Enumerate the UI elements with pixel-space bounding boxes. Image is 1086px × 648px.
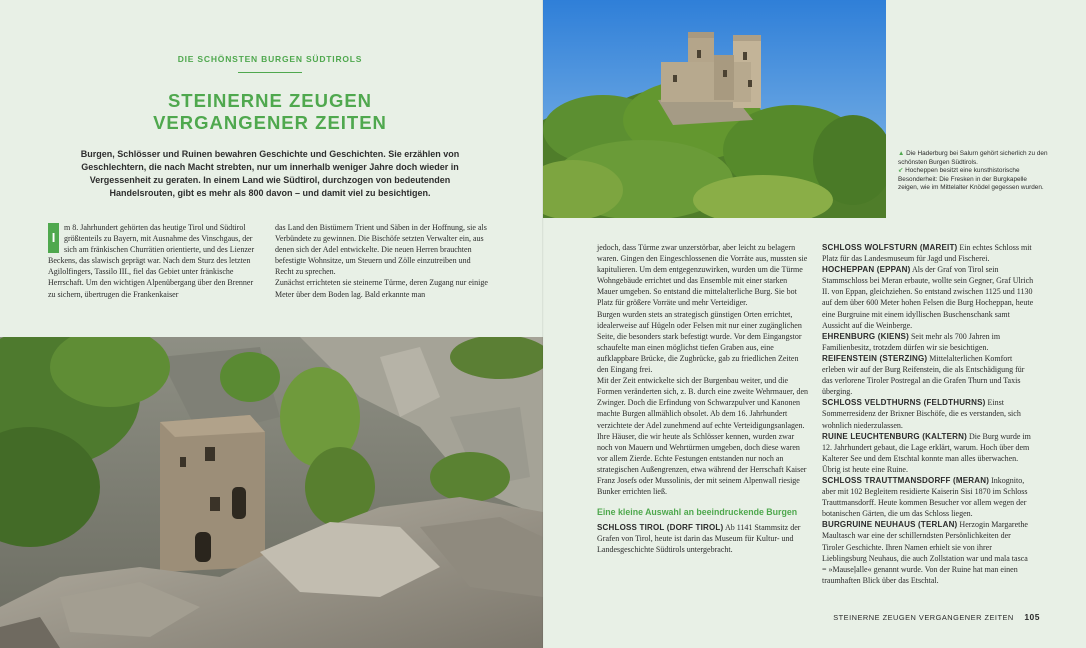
castle-entry: [822, 331, 1034, 353]
castle-name: EHRENBURG (KIENS): [822, 331, 909, 341]
headline-line-1: STEINERNE ZEUGEN: [167, 90, 373, 111]
castle-description: Ein echtes Schloss mit Platz für das Landesmuseum für Jagd und Fischerei.: [822, 243, 1032, 264]
photo-caption: [898, 150, 1048, 193]
castle-entry: [822, 242, 1034, 264]
castle-photo: [543, 0, 886, 218]
caption-line-2: Hocheppen besitzt eine kunsthistorische Besonderheit: Die Fresken in der Burgkapelle zeigen, wie im Mittelalter Knödel gegessen wurden.: [898, 167, 1044, 192]
ruin-photo: [0, 337, 543, 648]
page-footer: [760, 612, 1040, 622]
caption-arrow-icon: ▲: [898, 150, 905, 157]
castle-name: SCHLOSS TIROL (DORF TIROL): [597, 523, 724, 533]
kicker-rule: [238, 72, 302, 73]
castle-description: Inkognito, aber mit 102 Begleitern residierte Kaiserin Sisi 1870 im Schloss Trauttmansdorff. Heute kommen Besucher vor allem wegen der botanischen Gärten, die um das Schloss liegen.: [822, 475, 1028, 519]
column-3-paragraph-1: jedoch, dass Türme zwar unzerstörbar, aber leicht zu belagern waren. Gingen den Eingeschlossenen die Vorräte aus, mussten sie kapitulieren. Um dem entgegenzuwirken, wurden um die Türme Wohngebäude errichtet und das Ensemble mit einer starken Mauer umgeben. So entstand die mittelalterliche Burg. Sie bot Platz für größere Vorräte und mehr Verteidiger.: [597, 243, 808, 308]
body-column-1: [48, 222, 262, 300]
castle-description: Herzogin Margarethe Maultasch war eine der schillerndsten Persönlichkeiten der Tiroler Geschichte. Ihren Namen erhielt sie von ihrer Lieblingsburg Neuhaus, die auch Zollstation war und mala tasca = »Mauseļalle« genannt wurde. Von der Ruine hat man einen traumhaften Blick über das Etschtal.: [822, 520, 1028, 585]
castle-name: HOCHEPPAN (EPPAN): [822, 265, 911, 275]
castle-entry: [822, 519, 1034, 586]
castle-description: Die Burg wurde im 12. Jahrhundert gebaut, die Lage erklärt, warum. Hoch über dem Kalterer See und dem Etschtal konnte man alles überwachen. Übrig ist heute eine Ruine.: [822, 431, 1031, 474]
castle-name: BURGRUINE NEUHAUS (TERLAN): [822, 520, 958, 530]
castle-description: Seit mehr als 700 Jahren im Familienbesitz, trotzdem dürfen wir sie besichtigen.: [822, 331, 1001, 352]
column-2-paragraph-2: Zunächst errichteten sie steinerne Türme, deren Zugang nur einige Meter über dem Boden lag. Bald erkannte man: [275, 278, 488, 299]
castle-entry: [822, 475, 1034, 519]
section-kicker: DIE SCHÖNSTEN BURGEN SÜDTIROLS: [177, 54, 363, 64]
lead-paragraph: Burgen, Schlösser und Ruinen bewahren Geschichte und Geschichten. Sie erzählen von Geschlechtern, die nach Macht strebten, nur um innerhalb weniger Jahre doch wieder in Vergessenheit zu geraten. In einem Land wie Südtirol, durchzogen von bedeutenden Handelsrouten, gibt es mehr als 800 davon – und damit viel zu besichtigen.: [80, 149, 460, 198]
caption-arrow-icon-2: ↙: [898, 167, 904, 175]
caption-line-1: Die Haderburg bei Salurn gehört sicherlich zu den schönsten Burgen Südtirols.: [898, 150, 1048, 166]
page-gutter: [542, 0, 544, 648]
castle-name: RUINE LEUCHTENBURG (KALTERN): [822, 431, 967, 441]
castle-entry: [822, 431, 1034, 475]
castle-description: Ab 1141 Stammsitz der Grafen von Tirol, heute ist darin das Museum für Kultur- und Landesgeschichte Südtirols untergebracht.: [597, 523, 801, 555]
castle-name: SCHLOSS WOLFSTURN (MAREIT): [822, 243, 958, 252]
castle-entry: [822, 397, 1034, 430]
castles-subhead: Eine kleine Auswahl an beeindruckende Burgen: [597, 507, 798, 518]
column-2-paragraph-1: das Land den Bistümern Trient und Säben in der Hoffnung, sie als Verbündete zu gewinnen. Die Bischöfe setzten Verwalter ein, aus denen sich der Adel entwickelte. Die neuen Herren brauchten befestigte Wohnsitze, um Steuern und Zölle einzutreiben und Recht zu sprechen.: [275, 223, 487, 277]
page-headline: [110, 90, 430, 134]
body-column-3: [597, 242, 809, 556]
body-column-4: [822, 242, 1034, 586]
castle-description: Als der Graf von Tirol sein Stammschloss bei Meran erbaute, wollte sein Gegner, Graf Ulrich II. von Eppan, gleichziehen. So entstand zwischen 1125 und 1130 auf dem über 600 Meter hohen Felsen die Burg Hocheppan, heute eine Burgruine mit einem idyllischen Buschenschank samt Aussicht auf die Weinberge.: [822, 265, 1034, 330]
headline-line-2: VERGANGENER ZEITEN: [153, 112, 387, 133]
running-title: STEINERNE ZEUGEN VERGANGENER ZEITEN: [833, 613, 1014, 622]
castle-name: SCHLOSS TRAUTTMANSDORFF (MERAN): [822, 475, 990, 485]
page-number: 105: [1024, 612, 1040, 622]
castle-name: SCHLOSS VELDTHURNS (FELDTHURNS): [822, 398, 986, 408]
castle-entry: [822, 264, 1034, 331]
column-3-paragraph-3: Mit der Zeit entwickelte sich der Burgenbau weiter, und die Formen veränderten sich, z. B. durch eine zweite Wehrmauer, den Zwinger. Doch die Erfindung von Schwarzpulver und Kanonen machte Burgen allmählich obsolet. Ab dem 16. Jahrhundert verzichtete der Adel zunehmend auf echte Verteidigungsanlagen. Ihre Häuser, die wir heute als Schlösser kennen, wurden zwar noch von Mauern und Wehrtürmen umgeben, doch diese waren vor allem Zierde. Echte Festungen entstanden nur noch an strategischen Außengrenzen, etwa während der Herrschaft Kaiser Franz Josefs oder Mussolinis, der mit seinem Alpenwall riesige Bunker errichten ließ.: [597, 376, 809, 497]
castle-name: REIFENSTEIN (STERZING): [822, 353, 928, 363]
drop-cap: I: [48, 223, 59, 253]
castle-entry: [597, 522, 809, 555]
column-3-paragraph-2: Burgen wurden stets an strategisch günstigen Orten errichtet, idealerweise auf Hügeln oder Felsen mit nur einer zugänglichen Seite, die besonders stark befestigt wurde. Vor dem Eingangstor schaufelte man einen möglichst tiefen Graben aus, eine aufklappbare Brücke, die Zugbrücke, gab zu friedlichen Zeiten den Eingang frei.: [597, 309, 802, 375]
column-1-text: m 8. Jahrhundert gehörten das heutige Tirol und Südtirol größtenteils zu Bayern, mit Ausnahme des Vinschgaus, der sich am fränkischen Churrätien orientierte, und des Lienzer Beckens, das slawisch geprägt war. Nach dem Sturz des letzten Agilolfingers, Tassilo III., fiel das Gebiet unter fränkische Herrschaft. Um den wichtigen Alpenübergang über den Brenner zu sichern, übertrugen die Frankenkaiser: [48, 223, 255, 299]
castle-description: Mittelalterlichen Komfort erleben wir auf der Burg Reifenstein, die als Entschädigung für das verlorene Tiroler Postregal an die Grafen Thurn und Taxis überging.: [822, 353, 1025, 397]
body-column-2: [275, 222, 489, 300]
castle-entry: [822, 353, 1034, 397]
castle-description: Einst Sommerresidenz der Brixner Bischöfe, die es verstanden, sich wohnlich niederzulassen.: [822, 398, 1021, 430]
